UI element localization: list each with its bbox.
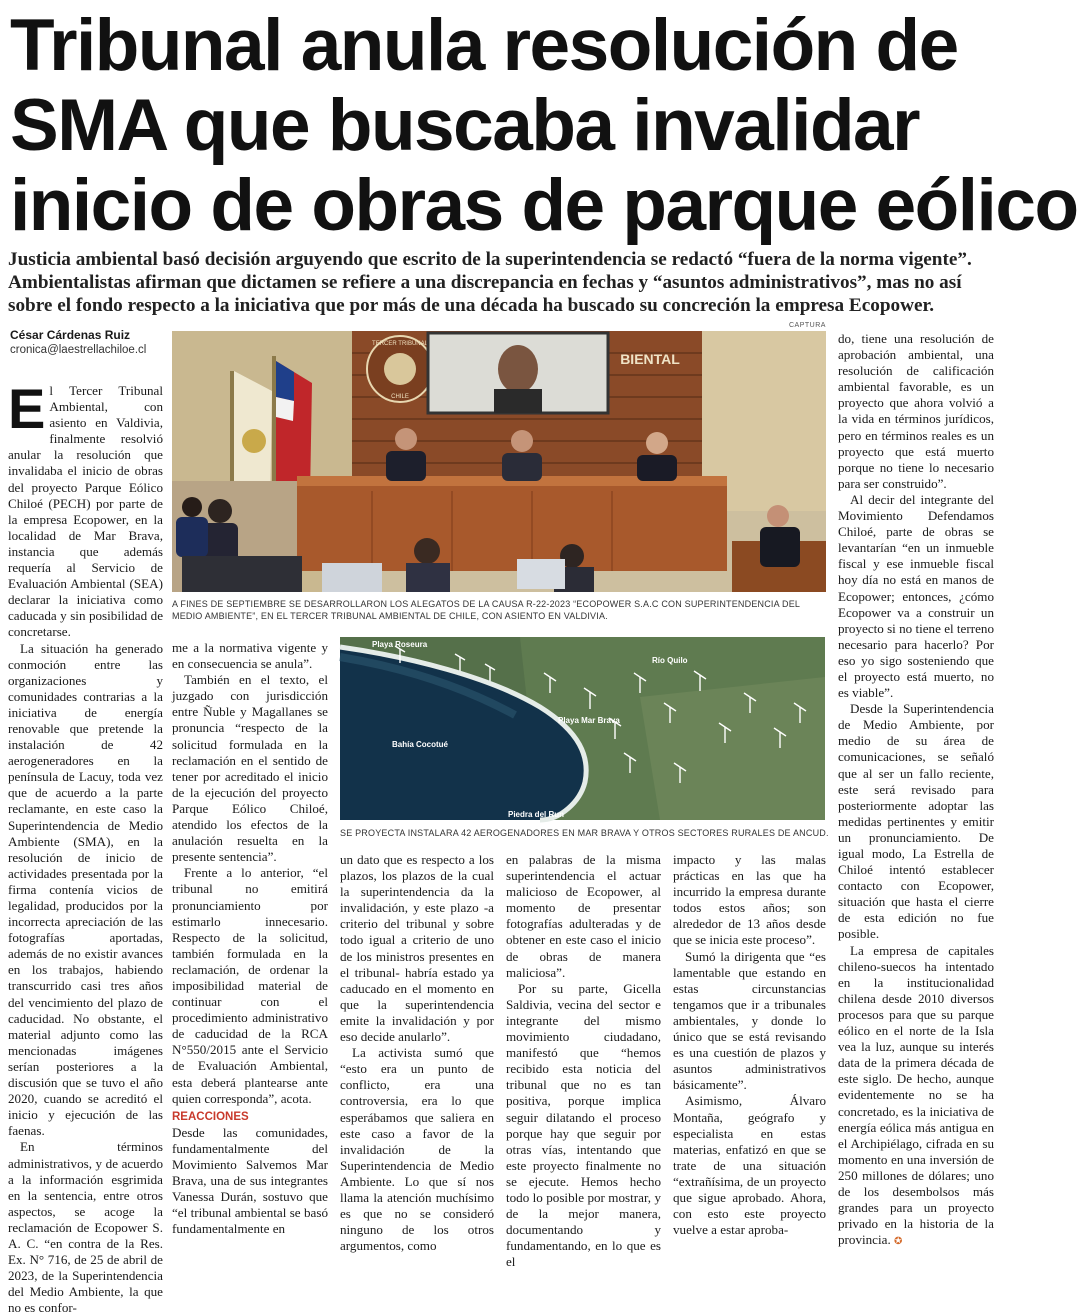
article-column-5 [673,852,826,1238]
article-paragraph: un dato que es respecto a los plazos, los plazos de la cual la superintendencia da la invalidación, y este plazo -a criterio del tribunal y sobre todo igual a criterio de uno de los ministros presentes en el tribunal- habría estado ya caducado en el momento en que la superintendencia emite la invalidación y por eso decide anularlo”. [340,852,494,1045]
article-column-2 [172,640,328,1237]
article-paragraph [838,943,994,1251]
article-paragraph: Sumó la dirigenta que “es lamentable que estando en estas circunstancias tengamos que ir a tribunales ambientales, y donde lo único que se está revisando es una cuestión de plazos y asuntos administrativos básicamente”. [673,948,826,1093]
article-paragraph [8,377,163,641]
section-subhead: REACCIONES [172,1110,249,1123]
courtroom-illustration [172,331,826,592]
headline [10,5,1078,246]
drop-cap: E [8,377,46,440]
article-paragraph: impacto y las malas prácticas en las que ha incurrido la empresa durante todos estos años; son alrededor de 13 años desde que se inicia este proceso”. [673,852,826,948]
photo-credit: CAPTURA [789,322,826,329]
article-paragraph: Desde las comunidades, fundamentalmente del Movimiento Salvemos Mar Brava, una de sus integrantes Vanessa Durán, sostuvo que “el tribunal ambiental se basó fundamentalmente en [172,1124,328,1237]
article-paragraph: Desde la Superintendencia de Medio Ambiente, por medio de su área de comunicaciones, se señaló que al ser un fallo reciente, este será revisado para posteriormente adoptar las medidas pertinentes y emitir un pronunciamiento. De igual modo, La Estrella de Chiloé intentó establecer contacto con Ecopower, situación que hasta el cierre de esta edición no fue posible. [838,701,994,942]
wall-lettering: BIENTAL [620,351,680,367]
article-column-3 [340,852,494,1254]
map-label-piedra-del-run: Piedra del Run [508,810,565,819]
deck-line: sobre el fondo respecto a la iniciativa que por más de una década ha buscado su concreción la empresa Ecopower. [8,295,935,316]
article-paragraph: Frente a lo anterior, “el tribunal no emitirá pronunciamiento por estimarlo innecesario. Respecto de la solicitud, también formulada en la reclamación, de ordenar la imposibilidad material de continuar con el procedimiento administrativo de caducidad de la RCA N°550/2015 ante el Servicio de Evaluación Ambiental, esta deberá plantearse ante quien corresponda”, acota. [172,865,328,1106]
map-label-bahia-cocotue: Bahía Cocotué [392,740,449,749]
map-label-playa-roseura: Playa Roseura [372,640,428,649]
photo-caption-courtroom: A FINES DE SEPTIEMBRE SE DESARROLLARON LOS ALEGATOS DE LA CAUSA R-22-2023 “ECOPOWER S.A.C CON SUPERINTENDENCIA DEL MEDIO AMBIENTE”, EN EL TERCER TRIBUNAL AMBIENTAL DE CHILE, CON ASIENTO EN VALDIVIA. [172,599,800,621]
headline-line: Tribunal anula resolución de [10,5,958,86]
article-paragraph: Al decir del integrante del Movimiento Defendamos Chiloé, parte de obras se levantarían “en un inmueble fiscal y ese inmueble fiscal hoy día no está en manos de Ecopower; entonces, ¿cómo Ecopower va a construir un proyecto si no tiene el terreno necesario para hacerlo? Por eso yo sigo sosteniendo que el proyecto está muerto, no es viable”. [838,491,994,701]
deck-line: Justicia ambiental basó decisión arguyendo que escrito de la superintendencia se redactó “fuera de la norma vigente”. [8,249,972,270]
article-paragraph: También en el texto, el juzgado con jurisdicción entre Ñuble y Magallanes se pronuncia “respecto de la solicitud formulada en la reclamación en el sentido de tener por acreditado el inicio de la ejecución del proyecto Parque Eólico Chiloé, atendido los efectos de la anulación resuelta en la presente sentencia”. [172,672,328,865]
headline-line: inicio de obras de parque eólico [10,165,1078,246]
map-label-playa-mar-brava: Playa Mar Brava [558,716,620,725]
author-name: César Cárdenas Ruiz [10,328,131,342]
seal-text-top: TERCER TRIBUNAL [372,341,428,347]
deck-line: Ambientalistas afirman que dictamen se refiere a una discrepancia en fechas y “asuntos administrativos”, mas no así [8,272,962,293]
article-paragraph: Por su parte, Gicella Saldivia, vecina del sector e integrante del mismo movimiento ciudadano, manifestó que “hemos recibido esta noticia del tribunal que no es tan positiva, porque implica seguir dilatando el proceso porque hay que seguir por otras vías, intentando que este proyecto finalmente no se ejecute. Hemos hecho todo lo posible por mostrar, y de la mejor manera, documentando y fundamentando, en lo que es el [506,980,661,1270]
aerial-map-photo [340,637,825,820]
article-paragraph: En términos administrativos, y de acuerdo a la información esgrimida en la sentencia, entre otros aspectos, se acoge la reclamación de Ecopower S. A. C. “en contra de la Res. Ex. N° 716, de 25 de abril de 2023, de la Superintendencia del Medio Ambiente, la que no es confor- [8,1139,163,1316]
article-paragraph: La situación ha generado conmoción entre las organizaciones y comunidades contrarias a la iniciativa de energía renovable que pretende la instalación de 42 aerogeneradores en la península de Lacuy, toda vez que de acuerdo a la parte reclamante, en este caso la Superintendencia de Medio Ambiente (SMA), en la resolución de inicio de actividades presentada por la firma contenía vicios de legalidad, producidos por la incorrecta apreciación de las fotografías aportadas, además de no existir avances en los trabajos, habiendo transcurrido casi tres años del vencimiento del plazo de caducidad. No obstante, el material adjunto como las mencionadas imágenes serían posteriores a la discusión que se tuvo el año 2020, cuando se acreditó el inicio y ejecución de las faenas. [8,640,163,1139]
map-label-rio-quilo: Río Quilo [652,656,688,665]
end-mark-icon: ✪ [894,1236,903,1248]
article-column-1 [8,377,163,1316]
article-paragraph: Asimismo, Álvaro Montaña, geógrafo y especialista en estas materias, enfatizó en que se trate de una situación “extrañísima, de un proyecto que sigue aprobado. Ahora, con esto este proyecto vuelve a estar aproba- [673,1093,826,1238]
article-paragraph: La activista sumó que “esto era un punto de conflicto, era una controversia, era lo que esperábamos que saliera en este caso a favor de la invalidación de la Superintendencia de Medio Ambiente. Lo que sí nos llama la atención muchísimo es que no se consideró ninguno de los otros argumentos, como [340,1045,494,1254]
courtroom-photo [172,331,826,592]
headline-line: SMA que buscaba invalidar [10,85,920,166]
byline [10,328,146,357]
article-paragraph: me a la normativa vigente y en consecuencia se anula”. [172,640,328,672]
paragraph-text: l Tercer Tribunal Ambiental, con asiento en Valdivia, finalmente resolvió anular la resolución que invalidaba el inicio de obras del proyecto Parque Eólico Chiloé (PECH) por parte de la empresa Ecopower, en la localidad de Mar Brava, instancia que además requería al Servicio de Evaluación Ambiental (SEA) declarar la iniciativa como caducada y sin posibilidad de concretarse. [8,383,163,640]
photo-caption-map: SE PROYECTA INSTALARA 42 AEROGENADORES EN MAR BRAVA Y OTROS SECTORES RURALES DE ANCUD. [340,828,829,838]
paragraph-text: La empresa de capitales chileno-suecos ha intentado en la institucionalidad chilena desde 2010 diversos procesos para que su parque eólico en el norte de la Isla vea la luz, aunque su interés data de la primera década de este siglo. De hecho, aunque evidentemente no se ha concretado, es la iniciativa de energía eólica más antigua en el Archipiélago, cifrada en su momento en una inversión de 250 millones de dólares; uno de los desembolsos más grandes para un proyecto privado en la historia de la provincia. [838,942,994,1248]
seal-text-bottom: CHILE [391,394,409,400]
article-column-4 [506,852,661,1270]
article-paragraph: do, tiene una resolución de aprobación ambiental, una resolución de calificación ambiental favorable, es un proyecto que ahora volvió a la vida en términos jurídicos, pero en términos reales es un proyecto que está muerto porque no tiene lo necesario para ser construido”. [838,331,994,491]
deck-subtitle [8,248,993,317]
article-paragraph: en palabras de la misma superintendencia el actuar malicioso de Ecopower, al momento de presentar fotografías adulteradas y de obtener en este caso el inicio de obras de manera maliciosa”. [506,852,661,980]
article-column-6 [838,331,994,1250]
author-email[interactable]: cronica@laestrellachiloe.cl [10,344,147,356]
aerial-map-illustration [340,637,825,820]
